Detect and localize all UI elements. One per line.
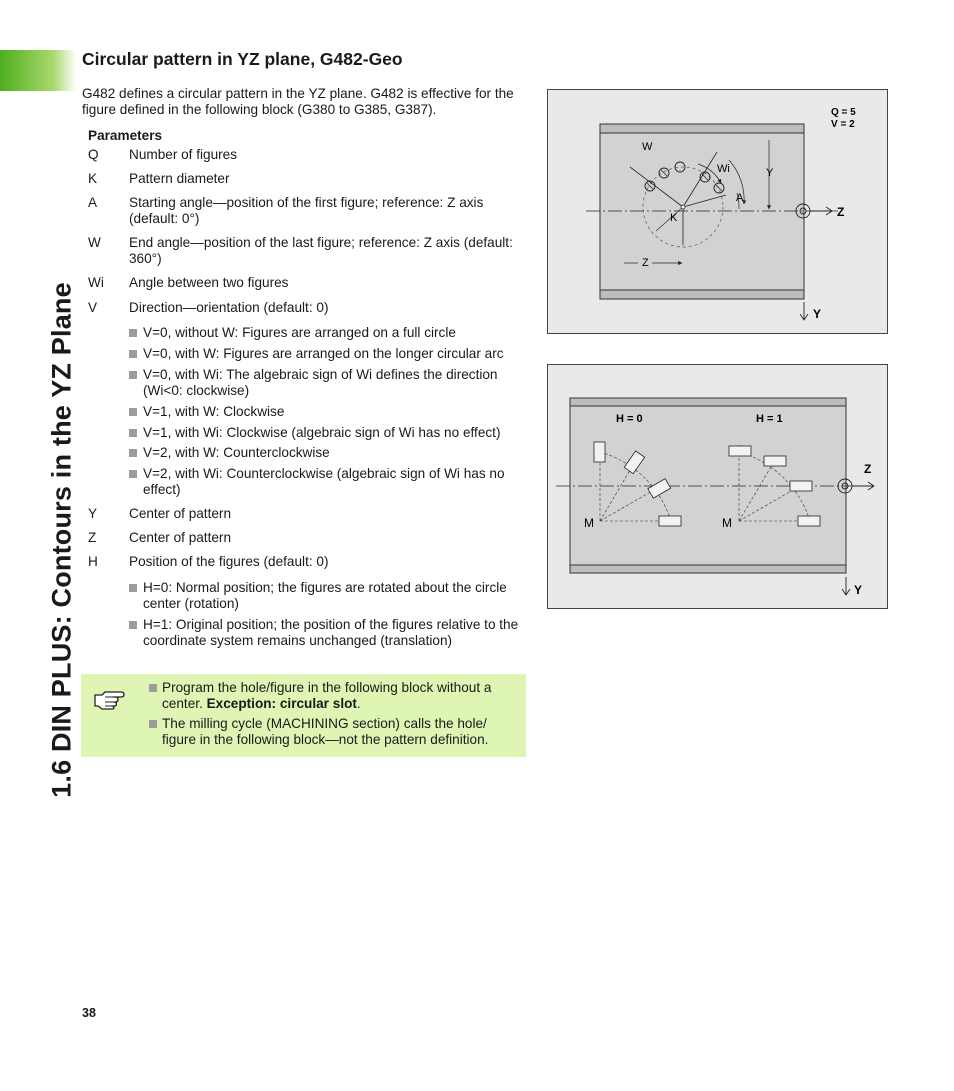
- param-desc: Pattern diameter: [129, 171, 230, 186]
- note-exception: Exception: circular slot: [206, 696, 357, 711]
- param-code: A: [88, 195, 98, 210]
- h1-label: H = 1: [756, 413, 783, 425]
- z-axis-label: Z: [864, 462, 872, 476]
- y-axis-label: Y: [813, 307, 822, 321]
- param-code: W: [88, 235, 101, 250]
- param-desc: End angle—position of the last figure; reference: Z axis (default: 360°): [129, 235, 513, 266]
- note-text-end: .: [356, 696, 361, 711]
- label-w: W: [642, 141, 653, 153]
- chapter-tab: [0, 50, 76, 91]
- figure-circular-pattern: [547, 89, 888, 334]
- note-box: [81, 674, 526, 757]
- param-desc: Position of the figures (default: 0): [129, 554, 329, 569]
- param-code: Z: [88, 530, 97, 545]
- bullet-text: V=1, with W: Clockwise: [143, 404, 285, 419]
- param-desc: Number of figures: [129, 147, 238, 162]
- bullet-text: H=1: Original position; the position of the figures relative to the coordinate system remains unchanged (translation): [143, 617, 519, 648]
- v-label: V = 2: [831, 119, 855, 130]
- chapter-title: 1.6 DIN PLUS: Contours in the YZ Plane: [46, 282, 77, 798]
- q-label: Q = 5: [831, 107, 856, 118]
- figure-1-drawing: [548, 90, 887, 333]
- bullet-square-icon: [129, 429, 137, 437]
- param-desc: Center of pattern: [129, 506, 232, 521]
- intro-paragraph: G482 defines a circular pattern in the YZ plane. G482 is effective for the figure defined in the following block (G380 to G385, G387).: [82, 86, 514, 117]
- param-code: V: [88, 300, 98, 315]
- m-label-left: M: [584, 516, 594, 530]
- param-desc: Center of pattern: [129, 530, 232, 545]
- label-wi: Wi: [717, 163, 730, 175]
- parameters-title: Parameters: [88, 128, 163, 143]
- bullet-text: V=0, with W: Figures are arranged on the longer circular arc: [143, 346, 504, 361]
- bullet-text: V=2, with W: Counterclockwise: [143, 445, 330, 460]
- bullet-square-icon: [129, 329, 137, 337]
- bullet-text: V=1, with Wi: Clockwise (algebraic sign of Wi has no effect): [143, 425, 501, 440]
- label-y: Y: [766, 167, 774, 179]
- label-a: A: [736, 192, 744, 204]
- bullet-square-icon: [129, 350, 137, 358]
- bullet-square-icon: [129, 470, 137, 478]
- bullet-text: V=0, without W: Figures are arranged on a full circle: [143, 325, 456, 340]
- param-desc: Starting angle—position of the first figure; reference: Z axis (default: 0°): [129, 195, 484, 226]
- param-desc: Angle between two figures: [129, 275, 289, 290]
- bullet-square-icon: [129, 621, 137, 629]
- param-code: Y: [88, 506, 98, 521]
- y-axis-label: Y: [854, 583, 863, 597]
- param-code: K: [88, 171, 98, 186]
- bullet-square-icon: [129, 408, 137, 416]
- figure-position-modes: [547, 364, 888, 609]
- note-text: Program the hole/figure in the following block without a center.: [162, 680, 492, 711]
- z-axis-label: Z: [837, 205, 845, 219]
- param-desc: Direction—orientation (default: 0): [129, 300, 329, 315]
- bullet-square-icon: [129, 584, 137, 592]
- bullet-square-icon: [149, 684, 157, 692]
- section-heading: Circular pattern in YZ plane, G482-Geo: [82, 49, 403, 69]
- label-z: Z: [642, 257, 649, 269]
- note-text: The milling cycle (MACHINING section) calls the hole/ figure in the following block—not the pattern definition.: [162, 716, 489, 747]
- param-code: H: [88, 554, 98, 569]
- page-number: 38: [82, 1006, 96, 1020]
- param-code: Q: [88, 147, 99, 162]
- bullet-square-icon: [129, 449, 137, 457]
- pointing-hand-icon: [93, 686, 129, 715]
- h0-label: H = 0: [616, 413, 643, 425]
- label-k: K: [670, 212, 678, 224]
- bullet-square-icon: [149, 720, 157, 728]
- bullet-square-icon: [129, 371, 137, 379]
- bullet-text: H=0: Normal position; the figures are rotated about the circle center (rotation): [143, 580, 507, 611]
- figure-2-drawing: [548, 365, 887, 608]
- param-code: Wi: [88, 275, 104, 290]
- m-label-right: M: [722, 516, 732, 530]
- bullet-text: V=2, with Wi: Counterclockwise (algebraic sign of Wi has no effect): [143, 466, 505, 497]
- bullet-text: V=0, with Wi: The algebraic sign of Wi defines the direction (Wi<0: clockwise): [143, 367, 498, 398]
